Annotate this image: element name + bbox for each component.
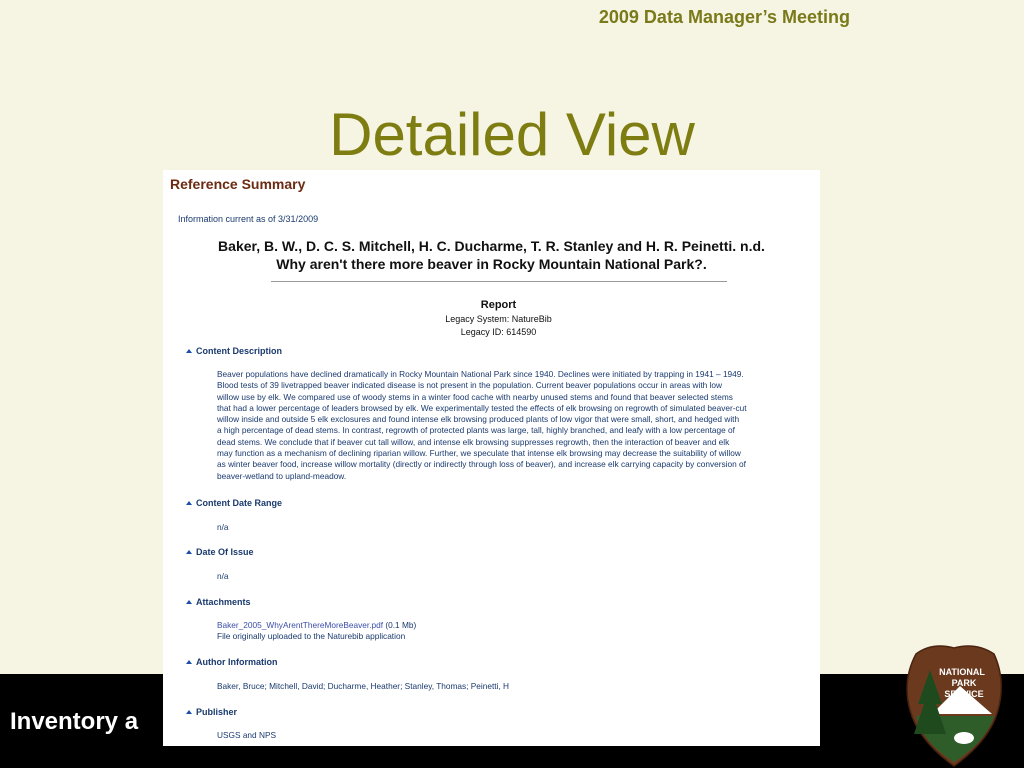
author-information-value: Baker, Bruce; Mitchell, David; Ducharme, Heather; Stanley, Thomas; Peinetti, H — [217, 681, 510, 691]
publisher-value: USGS and NPS — [217, 730, 277, 740]
attachment-file-size: (0.1 Mb) — [383, 620, 417, 630]
legacy-id: Legacy ID: 614590 — [460, 327, 537, 337]
bison-shape — [954, 732, 974, 744]
publisher-toggle[interactable] — [186, 707, 237, 717]
collapse-arrow-icon — [186, 660, 192, 664]
collapse-arrow-icon — [186, 710, 192, 714]
attachments-body — [217, 620, 416, 643]
collapse-arrow-icon — [186, 349, 192, 353]
description-line: dead stems. We conclude that if beaver cut tall willow, and intense elk browsing suppresses regrowth, then the interaction of beaver and elk — [217, 436, 730, 447]
citation-title: Why aren't there more beaver in Rocky Mountain National Park?. — [276, 256, 707, 272]
content-description-text — [217, 369, 817, 482]
section-label: Date Of Issue — [196, 547, 254, 557]
reference-summary-heading: Reference Summary — [170, 176, 306, 192]
footer-text: Inventory a — [10, 708, 139, 735]
author-information-toggle[interactable] — [186, 657, 278, 667]
section-label: Publisher — [196, 707, 238, 717]
section-label: Attachments — [196, 597, 251, 607]
collapse-arrow-icon — [186, 550, 192, 554]
attachments-toggle[interactable] — [186, 597, 251, 607]
description-line: beaver-wetland to upland-meadow. — [217, 470, 347, 481]
attachment-note: File originally uploaded to the Naturebib application — [217, 631, 406, 642]
description-line: that had a lower percentage of leaders browsed by elk. We experimentally tested the effects of elk browsing on regrowth of simulated beaver-cut — [217, 402, 747, 413]
date-of-issue-toggle[interactable] — [186, 547, 254, 557]
description-line: a high percentage of dead stems. In contrast, regrowth of protected plants was large, tall, highly branched, and leafy with a low percentage of — [217, 425, 735, 436]
attachment-file-link[interactable]: Baker_2005_WhyArentThereMoreBeaver.pdf — [217, 620, 384, 630]
content-description-toggle[interactable] — [186, 346, 282, 356]
logo-text-service: SERVICE — [944, 689, 984, 699]
section-label: Content Description — [196, 346, 283, 356]
reference-type: Report — [480, 299, 517, 311]
content-date-range-value: n/a — [217, 522, 229, 532]
date-of-issue-value: n/a — [217, 571, 229, 581]
section-label: Author Information — [196, 657, 278, 667]
divider — [271, 281, 727, 282]
section-label: Content Date Range — [196, 498, 283, 508]
slide-title: Detailed View — [329, 101, 695, 168]
attachment-row — [217, 620, 416, 631]
logo-text-national: NATIONAL — [939, 667, 985, 677]
citation-authors: Baker, B. W., D. C. S. Mitchell, H. C. Ducharme, T. R. Stanley and H. R. Peinetti. n.d. — [218, 238, 765, 254]
description-line: as winter beaver food, increase willow mortality (directly or indirectly through loss of beaver), and increase elk carrying capacity by conversion of — [217, 459, 746, 470]
description-line: willow use by elk. We compared use of woody stems in a winter food cache with nearby unused stems and found that beaver selected stems — [217, 391, 733, 402]
description-line: Blood tests of 39 livetrapped beaver indicated disease is not present in the population. Current beaver populations occur in areas with low — [217, 380, 723, 391]
info-current-date: Information current as of 3/31/2009 — [178, 214, 319, 224]
legacy-system: Legacy System: NatureBib — [445, 314, 552, 324]
description-line: willow inside and outside 5 elk exclosures and found intense elk browsing produced plants of low vigor that were small, short, and hedged with — [217, 414, 740, 425]
description-line: Beaver populations have declined dramatically in Rocky Mountain National Park since 1940. Declines were initiated by trapping in 1941 – 1949. — [217, 369, 744, 379]
reference-summary-screenshot — [163, 170, 820, 746]
collapse-arrow-icon — [186, 501, 192, 505]
description-line: may function as a mechanism of declining riparian willow. Further, we speculate that intense elk browsing may decrease the suitability of willow — [217, 448, 741, 459]
logo-text-park: PARK — [951, 678, 977, 688]
citation — [163, 237, 820, 273]
nps-arrowhead-logo — [902, 640, 1006, 768]
content-date-range-toggle[interactable] — [186, 498, 282, 508]
collapse-arrow-icon — [186, 600, 192, 604]
meeting-title: 2009 Data Manager’s Meeting — [598, 7, 850, 27]
